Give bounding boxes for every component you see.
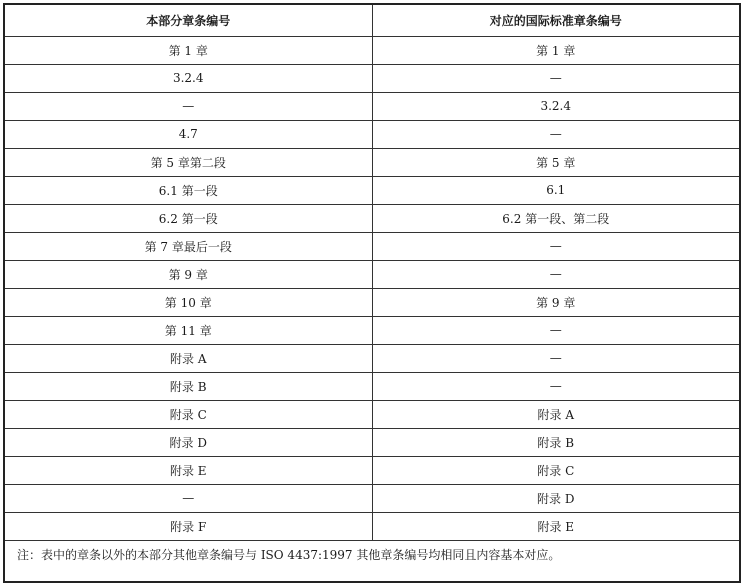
this-part-clause-cell: — <box>5 92 372 120</box>
header-this-part-clause: 本部分章条编号 <box>5 5 372 36</box>
table-row <box>5 428 739 456</box>
this-part-clause-cell: 6.1 第一段 <box>5 176 372 204</box>
table-row <box>5 120 739 148</box>
this-part-clause-cell: 附录 D <box>5 428 372 456</box>
this-part-clause-cell: 第 7 章最后一段 <box>5 232 372 260</box>
iso-clause-cell: — <box>372 232 739 260</box>
this-part-clause-cell: 第 10 章 <box>5 288 372 316</box>
table-row <box>5 176 739 204</box>
iso-clause-cell: 第 1 章 <box>372 36 739 64</box>
table-row <box>5 64 739 92</box>
iso-clause-cell: 6.2 第一段、第二段 <box>372 204 739 232</box>
iso-clause-cell: 第 5 章 <box>372 148 739 176</box>
header-international-standard-clause: 对应的国际标准章条编号 <box>372 5 739 36</box>
iso-clause-cell: 附录 C <box>372 456 739 484</box>
iso-clause-cell: — <box>372 260 739 288</box>
table-row <box>5 92 739 120</box>
correspondence-table-frame <box>3 3 741 583</box>
this-part-clause-cell: 第 5 章第二段 <box>5 148 372 176</box>
table-row <box>5 512 739 540</box>
this-part-clause-cell: 附录 A <box>5 344 372 372</box>
correspondence-table <box>5 5 739 569</box>
table-row <box>5 232 739 260</box>
table-row <box>5 400 739 428</box>
table-row <box>5 372 739 400</box>
this-part-clause-cell: 6.2 第一段 <box>5 204 372 232</box>
iso-clause-cell: 3.2.4 <box>372 92 739 120</box>
iso-clause-cell: 第 9 章 <box>372 288 739 316</box>
table-row <box>5 260 739 288</box>
table-row <box>5 288 739 316</box>
table-row <box>5 316 739 344</box>
table-row <box>5 484 739 512</box>
table-row <box>5 456 739 484</box>
iso-clause-cell: — <box>372 316 739 344</box>
table-note-row <box>5 540 739 569</box>
table-row <box>5 148 739 176</box>
iso-clause-cell: 附录 E <box>372 512 739 540</box>
iso-clause-cell: — <box>372 344 739 372</box>
this-part-clause-cell: 4.7 <box>5 120 372 148</box>
iso-clause-cell: — <box>372 64 739 92</box>
table-header-row <box>5 5 739 36</box>
this-part-clause-cell: 附录 C <box>5 400 372 428</box>
this-part-clause-cell: — <box>5 484 372 512</box>
this-part-clause-cell: 第 1 章 <box>5 36 372 64</box>
table-note: 注：表中的章条以外的本部分其他章条编号与 ISO 4437:1997 其他章条编号均相同且内容基本对应。 <box>5 540 739 569</box>
this-part-clause-cell: 附录 F <box>5 512 372 540</box>
iso-clause-cell: — <box>372 372 739 400</box>
iso-clause-cell: 附录 D <box>372 484 739 512</box>
table-row <box>5 344 739 372</box>
this-part-clause-cell: 附录 E <box>5 456 372 484</box>
this-part-clause-cell: 第 9 章 <box>5 260 372 288</box>
iso-clause-cell: 附录 B <box>372 428 739 456</box>
this-part-clause-cell: 第 11 章 <box>5 316 372 344</box>
iso-clause-cell: — <box>372 120 739 148</box>
iso-clause-cell: 附录 A <box>372 400 739 428</box>
iso-clause-cell: 6.1 <box>372 176 739 204</box>
this-part-clause-cell: 附录 B <box>5 372 372 400</box>
table-row <box>5 36 739 64</box>
this-part-clause-cell: 3.2.4 <box>5 64 372 92</box>
table-row <box>5 204 739 232</box>
